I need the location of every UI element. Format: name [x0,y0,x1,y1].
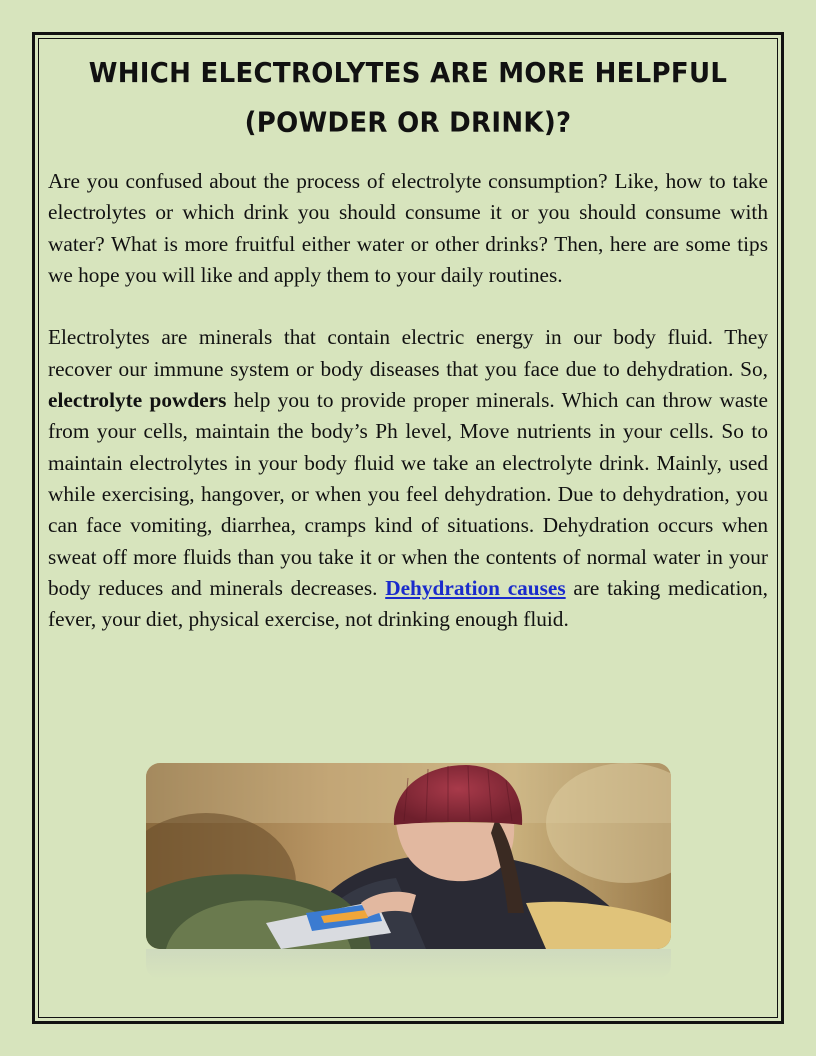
title-line-2: (POWDER OR DRINK)? [244,107,572,139]
paragraph-intro: Are you confused about the process of electrolyte consumption? Like, how to take electrolytes or which drink you should consume it or you should consume with water? What is more fruitful either water or other drinks? Then, here are some tips we hope you will like and apply them to your daily routines. [48,169,768,287]
paragraph-text: Electrolytes are minerals that contain electric energy in our body fluid. They recover our immune system or body diseases that you face due to dehydration. So, [48,325,768,381]
paragraph-electrolytes [48,322,768,635]
photo-reflection [146,949,671,979]
article-body [48,166,768,635]
page-title [48,50,768,149]
paragraph-text: are taking medication, fever, your diet, physical exercise, not drinking enough fluid. [48,575,768,632]
paragraph-text: help you to provide proper minerals. Which can throw waste from your cells, maintain the body’s Ph level, Move nutrients in your cells. So to maintain electrolytes in your body fluid we take an electrolyte drink. Mainly, used while exercising, hangover, or when you feel dehydration. Due to dehydration, you can face vomiting, diarrhea, cramps kind of situations. Dehydration occurs when sweat off more fluids than you take it or when the contents of normal water in your body reduces and minerals decreases. [48,388,768,600]
bold-term-electrolyte-powders: electrolyte powders [48,388,227,413]
photo-person-with-backpack [146,763,671,949]
dehydration-causes-link[interactable]: Dehydration causes [385,575,566,600]
article-photo [146,763,671,949]
title-line-1: WHICH ELECTROLYTES ARE MORE HELPFUL [88,58,728,90]
